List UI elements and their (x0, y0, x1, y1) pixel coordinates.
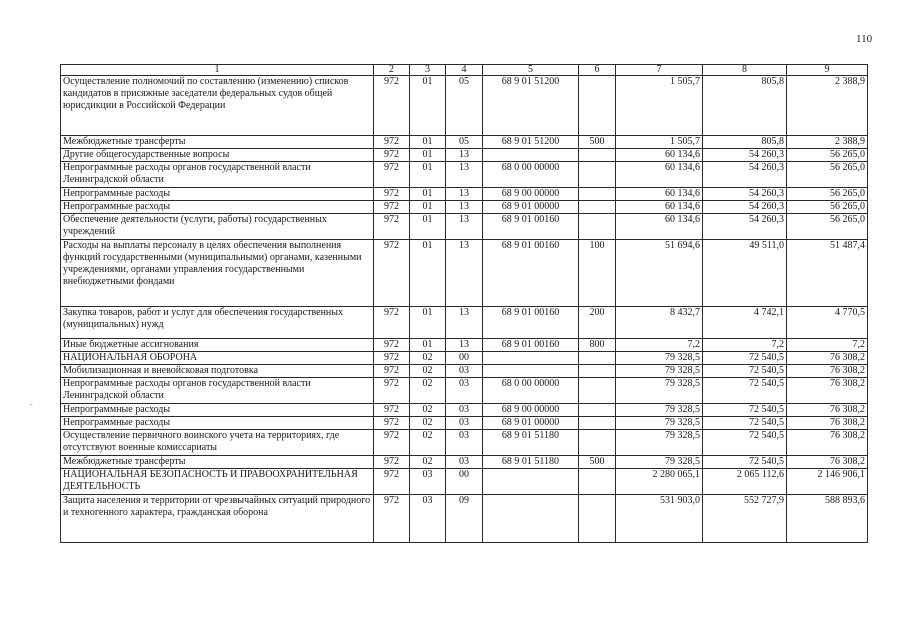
amount-year3-cell: 2 146 906,1 (787, 469, 868, 495)
chapter-cell: 972 (374, 214, 410, 240)
expense-type-cell (579, 352, 616, 365)
table-row (61, 188, 868, 201)
chapter-cell: 972 (374, 201, 410, 214)
row-name-cell: Непрограммные расходы (61, 404, 374, 417)
amount-year1-cell: 60 134,6 (616, 162, 703, 188)
amount-year3-cell: 56 265,0 (787, 201, 868, 214)
chapter-cell: 972 (374, 162, 410, 188)
table-row (61, 417, 868, 430)
amount-year3-cell: 51 487,4 (787, 240, 868, 307)
row-name-cell: Мобилизационная и вневойсковая подготовка (61, 365, 374, 378)
amount-year2-cell: 72 540,5 (703, 378, 787, 404)
row-name-cell: Расходы на выплаты персоналу в целях обеспечения выполнения функций государственными (муниципальными) органами, казенными учреждениями, органами управления государственными внебюджетными фондами (61, 240, 374, 307)
subsection-cell: 03 (446, 365, 483, 378)
subsection-cell: 03 (446, 456, 483, 469)
amount-year2-cell: 54 260,3 (703, 214, 787, 240)
expense-type-cell (579, 378, 616, 404)
amount-year2-cell: 4 742,1 (703, 307, 787, 339)
section-cell: 02 (410, 404, 446, 417)
subsection-cell: 03 (446, 378, 483, 404)
subsection-cell: 13 (446, 240, 483, 307)
table-row (61, 240, 868, 307)
target-article-cell: 68 9 01 00160 (483, 240, 579, 307)
amount-year2-cell: 49 511,0 (703, 240, 787, 307)
target-article-cell: 68 0 00 00000 (483, 378, 579, 404)
amount-year3-cell: 2 388,9 (787, 136, 868, 149)
chapter-cell: 972 (374, 149, 410, 162)
amount-year1-cell: 8 432,7 (616, 307, 703, 339)
target-article-cell: 68 9 01 00000 (483, 201, 579, 214)
subsection-cell: 05 (446, 76, 483, 136)
subsection-cell: 13 (446, 201, 483, 214)
section-cell: 01 (410, 214, 446, 240)
section-cell: 02 (410, 456, 446, 469)
amount-year2-cell: 54 260,3 (703, 201, 787, 214)
chapter-cell: 972 (374, 352, 410, 365)
target-article-cell (483, 495, 579, 543)
section-cell: 01 (410, 188, 446, 201)
column-header: 5 (483, 65, 579, 76)
column-header: 3 (410, 65, 446, 76)
amount-year1-cell: 7,2 (616, 339, 703, 352)
amount-year3-cell: 56 265,0 (787, 149, 868, 162)
amount-year3-cell: 76 308,2 (787, 352, 868, 365)
amount-year3-cell: 56 265,0 (787, 214, 868, 240)
amount-year2-cell: 805,8 (703, 76, 787, 136)
section-cell: 02 (410, 378, 446, 404)
amount-year1-cell: 60 134,6 (616, 188, 703, 201)
table-row (61, 365, 868, 378)
subsection-cell: 13 (446, 162, 483, 188)
amount-year2-cell: 54 260,3 (703, 188, 787, 201)
row-name-cell: Межбюджетные трансферты (61, 136, 374, 149)
target-article-cell: 68 9 01 51180 (483, 456, 579, 469)
amount-year1-cell: 79 328,5 (616, 417, 703, 430)
subsection-cell: 13 (446, 307, 483, 339)
amount-year1-cell: 79 328,5 (616, 430, 703, 456)
row-name-cell: Защита населения и территории от чрезвычайных ситуаций природного и техногенного характера, гражданская оборона (61, 495, 374, 543)
table-row (61, 469, 868, 495)
column-header: 4 (446, 65, 483, 76)
chapter-cell: 972 (374, 430, 410, 456)
amount-year1-cell: 60 134,6 (616, 214, 703, 240)
target-article-cell: 68 9 01 51200 (483, 76, 579, 136)
expense-type-cell (579, 149, 616, 162)
expense-type-cell: 500 (579, 136, 616, 149)
expense-type-cell (579, 404, 616, 417)
amount-year3-cell: 76 308,2 (787, 404, 868, 417)
subsection-cell: 13 (446, 214, 483, 240)
expense-type-cell: 100 (579, 240, 616, 307)
target-article-cell: 68 9 01 00160 (483, 339, 579, 352)
subsection-cell: 13 (446, 149, 483, 162)
table-row (61, 149, 868, 162)
subsection-cell: 05 (446, 136, 483, 149)
expense-type-cell (579, 417, 616, 430)
column-number-row (61, 65, 868, 76)
row-name-cell: Непрограммные расходы органов государственной власти Ленинградской области (61, 162, 374, 188)
amount-year1-cell: 51 694,6 (616, 240, 703, 307)
row-name-cell: Обеспечение деятельности (услуги, работы) государственных учреждений (61, 214, 374, 240)
amount-year3-cell: 56 265,0 (787, 162, 868, 188)
chapter-cell: 972 (374, 404, 410, 417)
subsection-cell: 03 (446, 417, 483, 430)
chapter-cell: 972 (374, 136, 410, 149)
chapter-cell: 972 (374, 417, 410, 430)
amount-year2-cell: 552 727,9 (703, 495, 787, 543)
row-name-cell: Межбюджетные трансферты (61, 456, 374, 469)
column-header: 9 (787, 65, 868, 76)
margin-mark: - (30, 400, 33, 409)
amount-year2-cell: 2 065 112,6 (703, 469, 787, 495)
table-row (61, 76, 868, 136)
column-header: 2 (374, 65, 410, 76)
section-cell: 01 (410, 136, 446, 149)
expense-type-cell (579, 365, 616, 378)
chapter-cell: 972 (374, 365, 410, 378)
section-cell: 01 (410, 240, 446, 307)
amount-year2-cell: 72 540,5 (703, 404, 787, 417)
amount-year1-cell: 79 328,5 (616, 378, 703, 404)
section-cell: 01 (410, 149, 446, 162)
row-name-cell: Иные бюджетные ассигнования (61, 339, 374, 352)
row-name-cell: НАЦИОНАЛЬНАЯ БЕЗОПАСНОСТЬ И ПРАВООХРАНИТЕЛЬНАЯ ДЕЯТЕЛЬНОСТЬ (61, 469, 374, 495)
section-cell: 01 (410, 307, 446, 339)
amount-year2-cell: 54 260,3 (703, 149, 787, 162)
table-row (61, 378, 868, 404)
section-cell: 03 (410, 495, 446, 543)
target-article-cell: 68 9 01 00000 (483, 417, 579, 430)
table-row (61, 214, 868, 240)
amount-year2-cell: 54 260,3 (703, 162, 787, 188)
amount-year2-cell: 72 540,5 (703, 456, 787, 469)
column-header: 7 (616, 65, 703, 76)
budget-table (60, 64, 868, 543)
expense-type-cell: 200 (579, 307, 616, 339)
amount-year1-cell: 60 134,6 (616, 201, 703, 214)
section-cell: 02 (410, 417, 446, 430)
amount-year3-cell: 76 308,2 (787, 365, 868, 378)
column-header: 8 (703, 65, 787, 76)
section-cell: 01 (410, 162, 446, 188)
subsection-cell: 13 (446, 188, 483, 201)
row-name-cell: Другие общегосударственные вопросы (61, 149, 374, 162)
amount-year1-cell: 79 328,5 (616, 365, 703, 378)
amount-year2-cell: 7,2 (703, 339, 787, 352)
expense-type-cell: 800 (579, 339, 616, 352)
chapter-cell: 972 (374, 188, 410, 201)
section-cell: 02 (410, 430, 446, 456)
expense-type-cell: 500 (579, 456, 616, 469)
target-article-cell: 68 0 00 00000 (483, 162, 579, 188)
amount-year1-cell: 79 328,5 (616, 352, 703, 365)
chapter-cell: 972 (374, 456, 410, 469)
target-article-cell: 68 9 00 00000 (483, 404, 579, 417)
amount-year1-cell: 79 328,5 (616, 404, 703, 417)
target-article-cell (483, 352, 579, 365)
chapter-cell: 972 (374, 339, 410, 352)
target-article-cell: 68 9 01 00160 (483, 307, 579, 339)
target-article-cell: 68 9 01 00160 (483, 214, 579, 240)
amount-year3-cell: 7,2 (787, 339, 868, 352)
target-article-cell: 68 9 01 51180 (483, 430, 579, 456)
chapter-cell: 972 (374, 495, 410, 543)
amount-year3-cell: 4 770,5 (787, 307, 868, 339)
expense-type-cell (579, 76, 616, 136)
column-header: 1 (61, 65, 374, 76)
amount-year1-cell: 60 134,6 (616, 149, 703, 162)
expense-type-cell (579, 430, 616, 456)
table-row (61, 404, 868, 417)
section-cell: 03 (410, 469, 446, 495)
chapter-cell: 972 (374, 76, 410, 136)
expense-type-cell (579, 469, 616, 495)
section-cell: 02 (410, 352, 446, 365)
row-name-cell: Осуществление первичного воинского учета на территориях, где отсутствуют военные комиссариаты (61, 430, 374, 456)
target-article-cell: 68 9 01 51200 (483, 136, 579, 149)
expense-type-cell (579, 188, 616, 201)
column-header: 6 (579, 65, 616, 76)
table-row (61, 307, 868, 339)
amount-year2-cell: 805,8 (703, 136, 787, 149)
chapter-cell: 972 (374, 240, 410, 307)
chapter-cell: 972 (374, 378, 410, 404)
expense-type-cell (579, 162, 616, 188)
row-name-cell: Непрограммные расходы (61, 188, 374, 201)
row-name-cell: Непрограммные расходы (61, 201, 374, 214)
target-article-cell (483, 469, 579, 495)
row-name-cell: Осуществление полномочий по составлению (изменению) списков кандидатов в присяжные заседатели федеральных судов общей юрисдикции в Российской Федерации (61, 76, 374, 136)
target-article-cell: 68 9 00 00000 (483, 188, 579, 201)
table-body (61, 76, 868, 543)
amount-year1-cell: 1 505,7 (616, 136, 703, 149)
amount-year1-cell: 2 280 065,1 (616, 469, 703, 495)
subsection-cell: 03 (446, 404, 483, 417)
table-row (61, 430, 868, 456)
amount-year1-cell: 79 328,5 (616, 456, 703, 469)
subsection-cell: 03 (446, 430, 483, 456)
amount-year3-cell: 56 265,0 (787, 188, 868, 201)
table-row (61, 352, 868, 365)
expense-type-cell (579, 495, 616, 543)
amount-year3-cell: 76 308,2 (787, 430, 868, 456)
table-row (61, 136, 868, 149)
amount-year2-cell: 72 540,5 (703, 365, 787, 378)
target-article-cell (483, 365, 579, 378)
amount-year2-cell: 72 540,5 (703, 430, 787, 456)
expense-type-cell (579, 214, 616, 240)
amount-year2-cell: 72 540,5 (703, 417, 787, 430)
chapter-cell: 972 (374, 307, 410, 339)
expense-type-cell (579, 201, 616, 214)
section-cell: 01 (410, 339, 446, 352)
row-name-cell: Непрограммные расходы органов государственной власти Ленинградской области (61, 378, 374, 404)
row-name-cell: НАЦИОНАЛЬНАЯ ОБОРОНА (61, 352, 374, 365)
subsection-cell: 09 (446, 495, 483, 543)
target-article-cell (483, 149, 579, 162)
page-number: 110 (856, 33, 873, 45)
section-cell: 01 (410, 201, 446, 214)
amount-year3-cell: 2 388,9 (787, 76, 868, 136)
amount-year3-cell: 588 893,6 (787, 495, 868, 543)
chapter-cell: 972 (374, 469, 410, 495)
amount-year3-cell: 76 308,2 (787, 378, 868, 404)
section-cell: 01 (410, 76, 446, 136)
subsection-cell: 13 (446, 339, 483, 352)
subsection-cell: 00 (446, 352, 483, 365)
amount-year2-cell: 72 540,5 (703, 352, 787, 365)
table-row (61, 495, 868, 543)
table-row (61, 456, 868, 469)
row-name-cell: Закупка товаров, работ и услуг для обеспечения государственных (муниципальных) нужд (61, 307, 374, 339)
amount-year1-cell: 1 505,7 (616, 76, 703, 136)
table-row (61, 162, 868, 188)
amount-year1-cell: 531 903,0 (616, 495, 703, 543)
amount-year3-cell: 76 308,2 (787, 456, 868, 469)
table-row (61, 201, 868, 214)
table-row (61, 339, 868, 352)
amount-year3-cell: 76 308,2 (787, 417, 868, 430)
subsection-cell: 00 (446, 469, 483, 495)
section-cell: 02 (410, 365, 446, 378)
row-name-cell: Непрограммные расходы (61, 417, 374, 430)
